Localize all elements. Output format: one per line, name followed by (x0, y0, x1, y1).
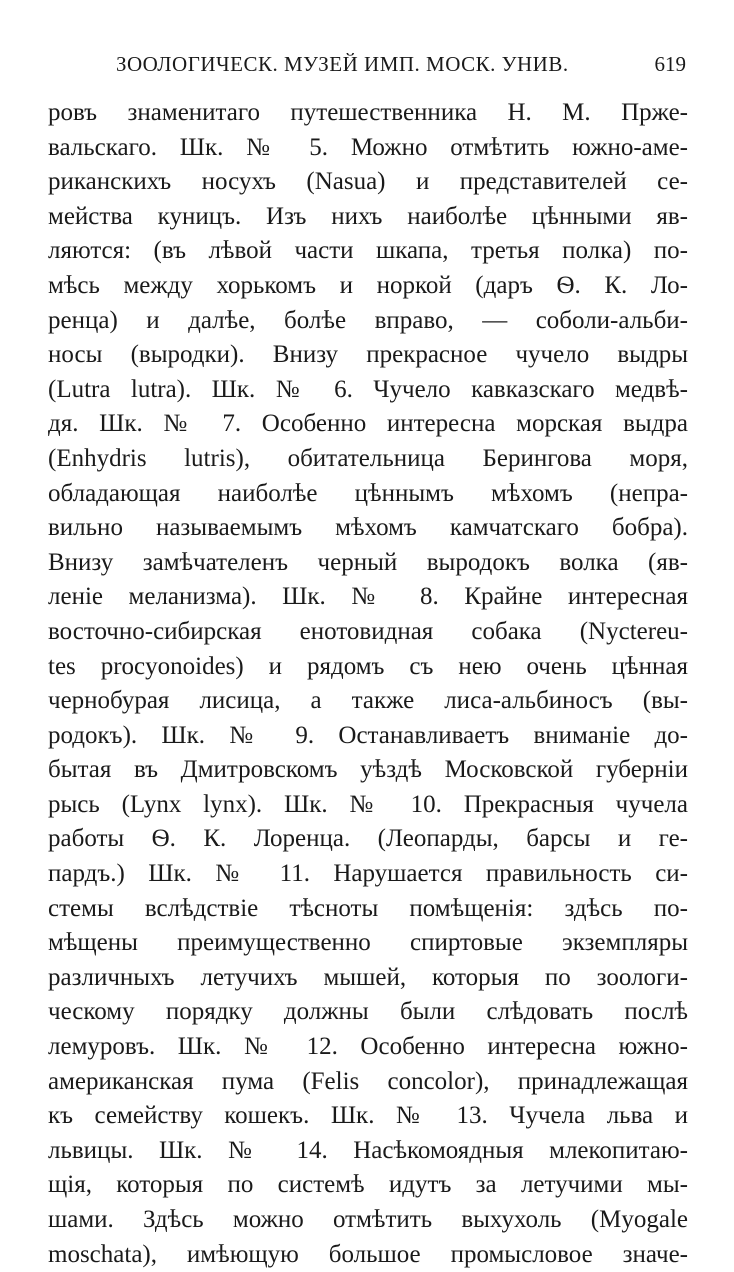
text-line: ренца) и далѣе, болѣе вправо, — соболи-альби- (48, 306, 688, 334)
text-line: чернобурая лисица, а также лиса-альбиносъ (вы- (48, 687, 688, 715)
text-line: восточно-сибирская енотовидная собака (Nyctereu- (48, 617, 688, 645)
text-line: носы (выродки). Внизу прекрасное чучело выдры (48, 341, 688, 369)
text-line: леніе меланизма). Шк. № 8. Крайне интересная (48, 583, 688, 611)
text-line: moschata), имѣющую большое промысловое значе- (48, 1240, 688, 1268)
text-line: tes procyonoides) и рядомъ съ нею очень цѣнная (48, 652, 688, 680)
text-line: различныхъ летучихъ мышей, которыя по зоологи- (48, 963, 688, 991)
text-line: Внизу замѣчателенъ черный выродокъ волка (яв- (48, 548, 688, 576)
text-line: шами. Здѣсь можно отмѣтить выхухоль (Myogale (48, 1206, 688, 1233)
running-header (48, 52, 686, 82)
text-line: (Enhydris lutris), обитательница Берингова моря, (48, 444, 688, 472)
text-line: пардъ.) Шк. № 11. Нарушается правильность си- (48, 860, 688, 888)
text-line: родокъ). Шк. № 9. Останавливаетъ вниманіе до- (48, 721, 688, 749)
text-line: работы Ѳ. К. Лоренца. (Леопарды, барсы и ге- (48, 825, 688, 853)
text-line: мѣсь между хорькомъ и норкой (даръ Ѳ. К. Ло- (48, 271, 688, 299)
text-line: мѣщены преимущественно спиртовые экземпляры (48, 929, 688, 957)
text-line: ляются: (въ лѣвой части шкапа, третья полка) по- (48, 237, 688, 265)
text-line: дя. Шк. № 7. Особенно интересна морская выдра (48, 410, 688, 438)
text-line: риканскихъ носухъ (Nasua) и представителей се- (48, 168, 688, 196)
text-line: (Lutra lutra). Шк. № 6. Чучело кавказскаго медвѣ- (48, 375, 688, 403)
text-line: стемы вслѣдствіе тѣсноты помѣщенія: здѣсь по- (48, 894, 688, 922)
text-line: къ семейству кошекъ. Шк. № 13. Чучела льва и (48, 1102, 688, 1130)
body-text (48, 96, 688, 1272)
text-line: ровъ знаменитаго путешественника Н. М. Прже- (48, 99, 688, 126)
text-line: мейства куницъ. Изъ нихъ наиболѣе цѣнными яв- (48, 202, 688, 230)
text-line: лемуровъ. Шк. № 12. Особенно интересна южно- (48, 1033, 688, 1061)
running-title: ЗООЛОГИЧЕСК. МУЗЕЙ ИМП. МОСК. УНИВ. (116, 52, 569, 76)
text-line: вальскаго. Шк. № 5. Можно отмѣтить южно-аме- (48, 133, 688, 161)
text-line: львицы. Шк. № 14. Насѣкомоядныя млекопитаю- (48, 1136, 688, 1164)
text-line: вильно называемымъ мѣхомъ камчатскаго бобра). (48, 514, 688, 542)
text-line: американская пума (Felis concolor), принадлежащая (48, 1067, 688, 1095)
text-line: бытая въ Дмитровскомъ уѣздѣ Московской губерніи (48, 756, 688, 784)
page-number: 619 (654, 52, 686, 76)
text-line: ческому порядку должны были слѣдовать послѣ (48, 998, 688, 1026)
text-line: обладающая наиболѣе цѣннымъ мѣхомъ (непра- (48, 479, 688, 507)
text-line: рысь (Lynx lynx). Шк. № 10. Прекрасныя чучела (48, 790, 688, 818)
text-line: щія, которыя по системѣ идутъ за летучими мы- (48, 1171, 688, 1199)
